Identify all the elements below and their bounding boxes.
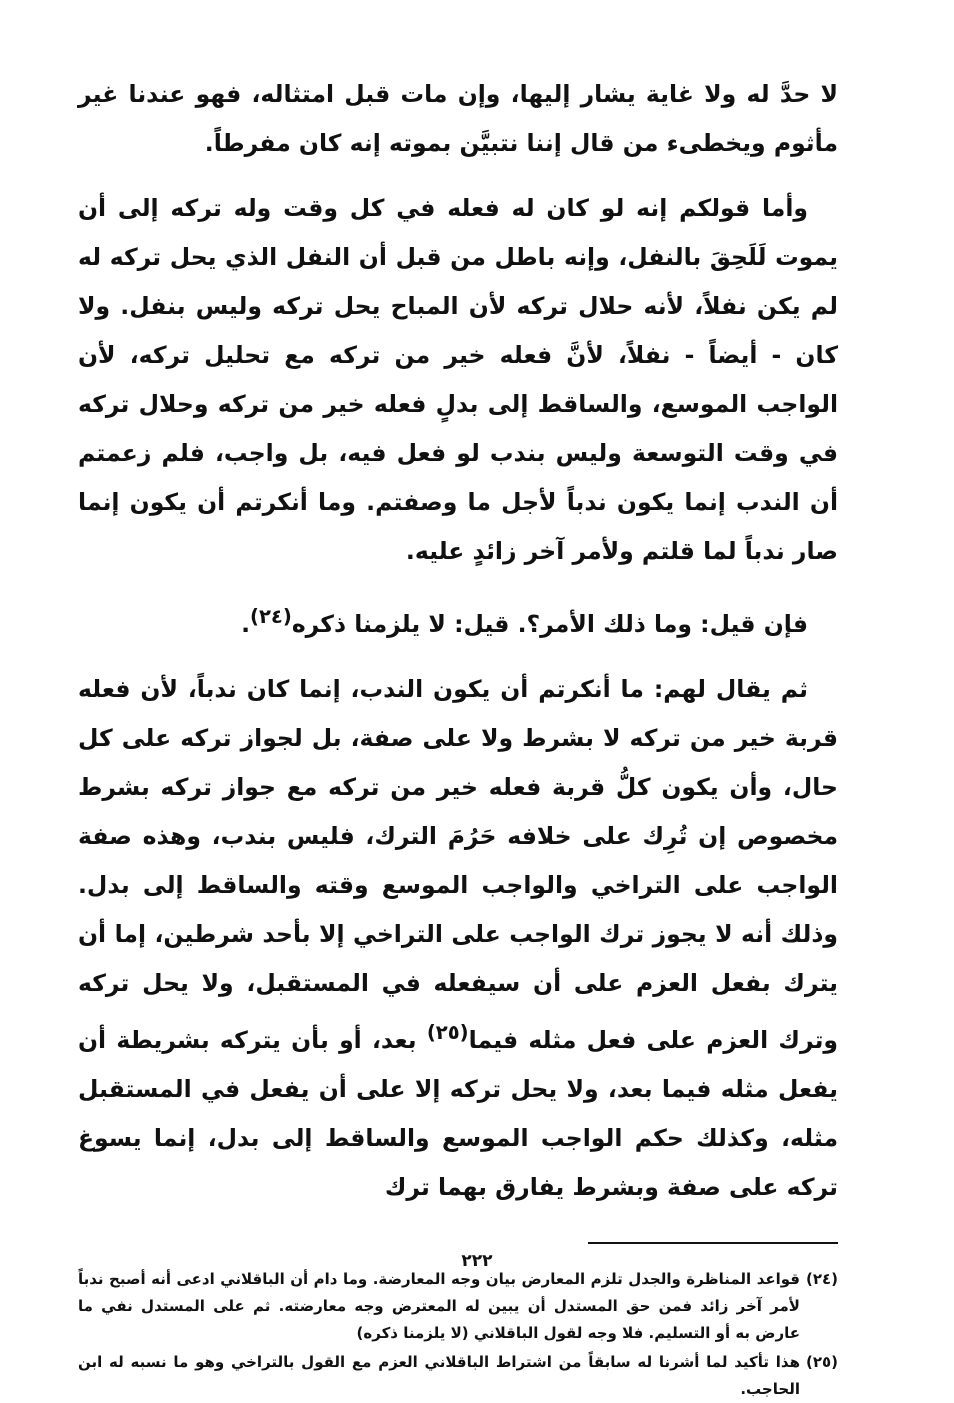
footnote-text: هذا تأكيد لما أشرنا له سابقاً من اشتراط الباقلاني العزم مع القول بالتراخي وهو ما نسبه له ابن الحاجب. bbox=[78, 1352, 800, 1398]
footnote-number: (٢٤) bbox=[805, 1269, 838, 1288]
paragraph-3 bbox=[78, 592, 838, 649]
book-page bbox=[78, 70, 839, 1398]
paragraph-3-end: . bbox=[241, 609, 250, 638]
footnote-separator bbox=[588, 1242, 838, 1244]
footnote-ref-24: (٢٤) bbox=[250, 605, 292, 628]
paragraph-4-part-1: ثم يقال لهم: ما أنكرتم أن يكون الندب، إنما كان ندباً، لأن فعله قربة خير من تركه لا بشرط ولا على صفة، بل لجواز تركه على كل حال، وأن يكون كلُّ قربة فعله خير من تركه مع جواز تركه بشرط مخصوص إن تُرِك على خلافه حَرُمَ الترك، فليس بندب، وهذه صفة الواجب على التراخي والواجب الموسع وقته والساقط إلى بدل. وذلك أنه لا يجوز ترك الواجب على التراخي إلا بأحد شرطين، إما أن يترك بفعل العزم على أن سيفعله في المستقبل، ولا يحل تركه وترك العزم على فعل مثله فيما bbox=[78, 674, 839, 1054]
paragraph-4 bbox=[78, 665, 838, 1212]
page-number: ٢٢٢ bbox=[461, 1251, 493, 1271]
paragraph-2: وأما قولكم إنه لو كان له فعله في كل وقت وله تركه إلى أن يموت لَلَحِقَ بالنفل، وإنه باطل من قبل أن النفل الذي يحل تركه له لم يكن نفلاً، لأنه حلال تركه لأن المباح يحل تركه وليس بنفل. ولا كان - أيضاً - نفلاً، لأنَّ فعله خير من تركه مع تحليل تركه، لأن الواجب الموسع، والساقط إلى بدلٍ فعله خير من تركه وحلال تركه في وقت التوسعة وليس بندب لو فعل فيه، بل واجب، فلم زعمتم أن الندب إنما يكون ندباً لأجل ما وصفتم. وما أنكرتم أن يكون إنما صار ندباً لما قلتم ولأمر آخر زائدٍ عليه. bbox=[78, 194, 838, 565]
footnotes bbox=[78, 1266, 838, 1403]
footnote-25 bbox=[78, 1349, 838, 1403]
paragraph-4-part-2: بعد، أو بأن يتركه بشريطة أن يفعل مثله فيما بعد، ولا يحل تركه إلا على أن يفعل في المستقبل مثله، وكذلك حكم الواجب الموسع والساقط إلى بدل، إنما يسوغ تركه على صفة وبشرط يفارق بهما ترك bbox=[78, 1025, 838, 1201]
paragraph-3-text: فإن قيل: وما ذلك الأمر؟. قيل: لا يلزمنا ذكره bbox=[291, 609, 808, 638]
paragraph-1: لا حدَّ له ولا غاية يشار إليها، وإن مات قبل امتثاله، فهو عندنا غير مأثوم ويخطىء من قال إننا نتبيَّن بموته إنه كان مفرطاً. bbox=[78, 80, 838, 157]
footnote-ref-25: (٢٥) bbox=[426, 1020, 469, 1044]
footnote-number: (٢٥) bbox=[805, 1352, 838, 1371]
footnote-24 bbox=[78, 1266, 838, 1347]
main-text bbox=[78, 70, 838, 1212]
footnote-text: قواعد المناظرة والجدل تلزم المعارض بيان وجه المعارضة. وما دام أن الباقلاني ادعى أنه أصبح ندباً لأمر آخر زائد فمن حق المستدل أن يبين له المعترض وجه معارضته. ثم على المستدل نفي ما عارض به أو التسليم. فلا وجه لقول الباقلاني (لا يلزمنا ذكره) bbox=[78, 1269, 800, 1342]
